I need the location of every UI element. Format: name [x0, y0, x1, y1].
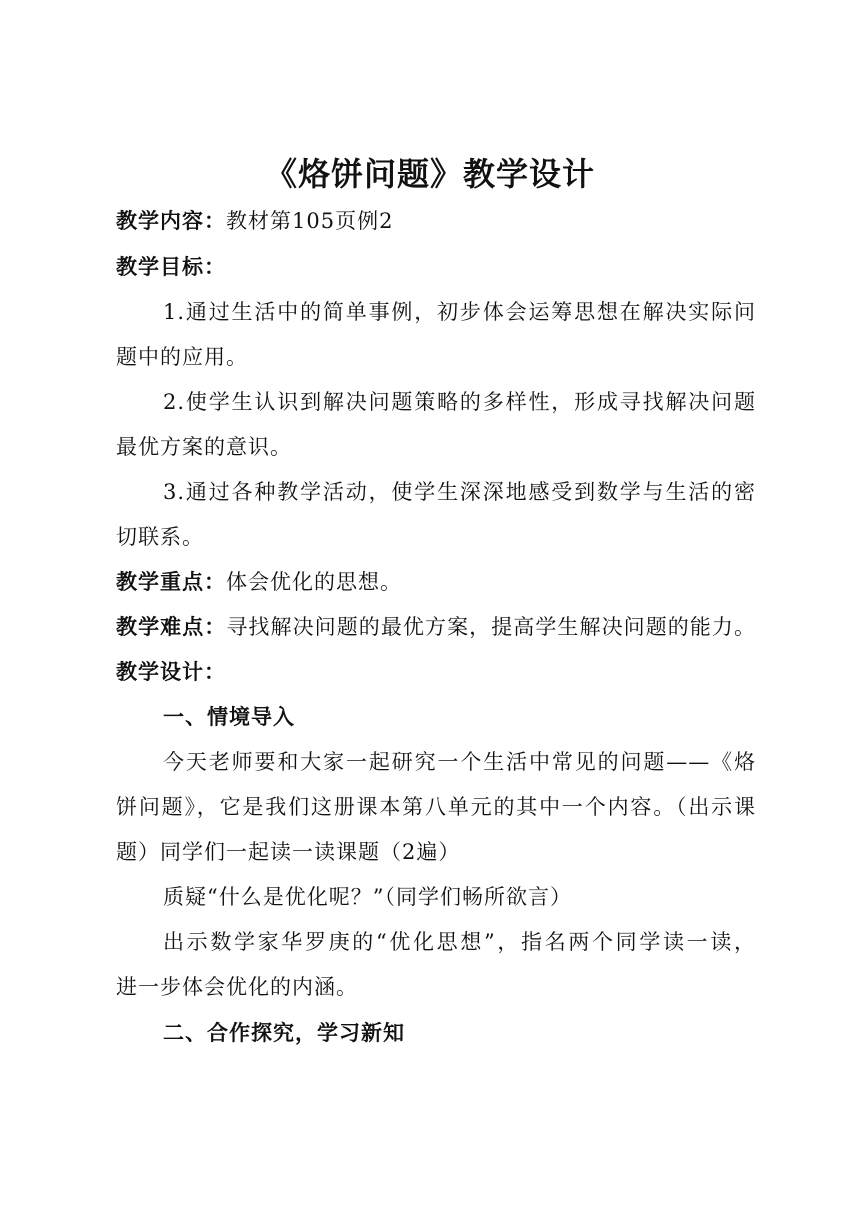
key-point-label: 教学重点： — [116, 570, 226, 594]
section-1-para-2: 质疑“什么是优化呢？”（同学们畅所欲言） — [163, 885, 572, 909]
section-1-para-1-line-2: 饼问题》，它是我们这册课本第八单元的其中一个内容。（出示课 — [116, 795, 756, 819]
objective-2-line-2: 最优方案的意识。 — [116, 435, 292, 459]
content-label: 教学内容： — [116, 209, 226, 233]
design-heading — [116, 657, 756, 687]
objectives-heading — [116, 252, 756, 282]
section-1-para-1-line-3: 题）同学们一起读一读课题（2遍） — [116, 840, 461, 864]
difficulty-text: 寻找解决问题的最优方案，提高学生解决问题的能力。 — [226, 615, 757, 639]
key-point-line — [116, 567, 756, 597]
section-1-para-3-line-1: 出示数学家华罗庚的“优化思想”，指名两个同学读一读， — [163, 930, 756, 954]
objective-3-line-1: 3.通过各种教学活动，使学生深深地感受到数学与生活的密 — [163, 480, 756, 504]
content-line — [116, 206, 756, 236]
design-label: 教学设计： — [116, 660, 226, 684]
section-1-para-3-line-2: 进一步体会优化的内涵。 — [116, 975, 358, 999]
section-1-para-1-line-1: 今天老师要和大家一起研究一个生活中常见的问题——《烙 — [163, 750, 756, 774]
objective-1-line-2: 题中的应用。 — [116, 345, 248, 369]
objectives-label: 教学目标： — [116, 255, 226, 279]
difficulty-label: 教学难点： — [116, 615, 227, 639]
section-2-heading: 二、合作探究，学习新知 — [163, 1021, 405, 1045]
objective-3-line-2: 切联系。 — [116, 525, 204, 549]
key-point-text: 体会优化的思想。 — [226, 570, 402, 594]
objective-2-line-1: 2.使学生认识到解决问题策略的多样性，形成寻找解决问题 — [163, 390, 756, 414]
objective-1-line-1: 1.通过生活中的简单事例，初步体会运筹思想在解决实际问 — [163, 300, 756, 324]
content-text: 教材第105页例2 — [226, 209, 394, 233]
difficulty-line — [116, 612, 756, 642]
section-1-heading: 一、情境导入 — [163, 705, 295, 729]
document-title: 《烙饼问题》教学设计 — [264, 155, 595, 193]
